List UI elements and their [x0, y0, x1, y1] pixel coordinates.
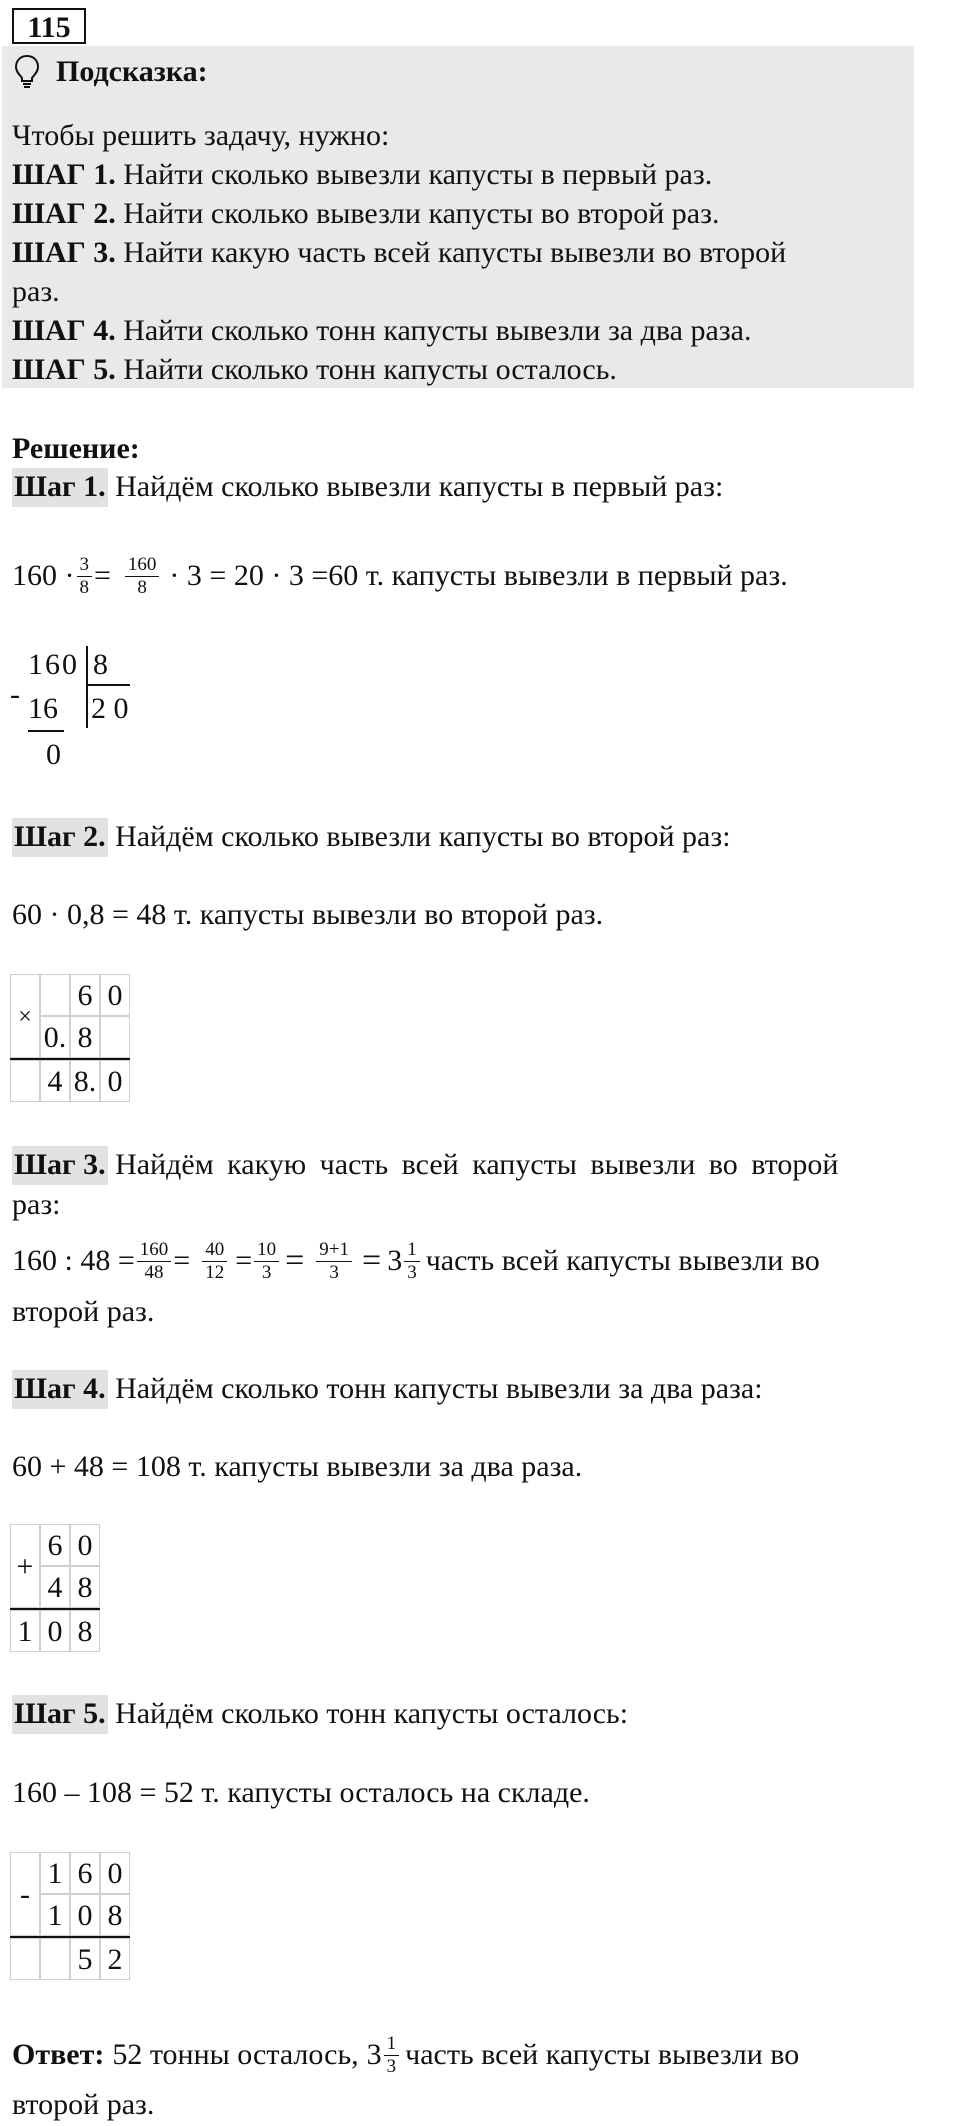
mixed-whole: 3 [387, 1244, 403, 1278]
mixed-whole: 3 [366, 2038, 382, 2072]
grid-cell: 0 [40, 1610, 70, 1652]
fraction-numerator: 3 [77, 555, 93, 577]
fraction-numerator: 40 [202, 1240, 227, 1262]
hint-title: Подсказка: [56, 55, 208, 88]
hint-step-text: Найти какую часть всей капусты вывезли во второй [123, 236, 787, 269]
grid-cell: 0 [70, 1894, 100, 1936]
equation-part: = [94, 559, 111, 593]
hint-step-3 [12, 238, 786, 268]
grid-sign: + [10, 1524, 40, 1608]
equation-part: 160 · [12, 559, 75, 593]
answer-line-cont: второй раз. [12, 2088, 155, 2121]
fraction-numerator: 160 [137, 1240, 172, 1262]
division-bar [86, 646, 88, 728]
step-text: Найдём какую часть всей капусты вывезли во второй [115, 1148, 839, 1181]
grid-cell [100, 1016, 130, 1058]
division-line [28, 730, 64, 732]
fraction [404, 1240, 420, 1283]
problem-number: 115 [12, 8, 86, 44]
grid-cell: 1 [10, 1610, 40, 1652]
grid-cell: 1 [40, 1894, 70, 1936]
step-label: Шаг 4. [12, 1370, 108, 1409]
hint-step-label: ШАГ 5. [12, 353, 116, 386]
fraction-numerator: 9+1 [316, 1240, 352, 1262]
hint-step-label: ШАГ 3. [12, 236, 116, 269]
hint-step-4 [12, 316, 751, 346]
hint-step-label: ШАГ 4. [12, 314, 116, 347]
step5-heading [12, 1699, 628, 1729]
grid-cell: 1 [40, 1852, 70, 1894]
equation-part: = [173, 1244, 191, 1278]
step2-equation: 60 · 0,8 = 48 т. капусты вывезли во второй раз. [12, 898, 604, 931]
hint-step-label: ШАГ 1. [12, 158, 116, 191]
grid-cell: 6 [40, 1524, 70, 1566]
division-dividend: 160 [28, 648, 79, 681]
fraction-denominator: 8 [79, 576, 89, 598]
grid-sign: - [10, 1852, 40, 1936]
hint-step-text: Найти сколько вывезли капусты во второй раз. [123, 197, 720, 230]
fraction [77, 555, 93, 598]
step4-equation: 60 + 48 = 108 т. капусты вывезли за два раза. [12, 1450, 583, 1483]
step-text: Найдём сколько тонн капусты вывезли за два раза: [115, 1372, 763, 1405]
grid-cell: 8 [70, 1016, 100, 1058]
grid-cell: 8 [70, 1610, 100, 1652]
fraction [384, 2034, 400, 2077]
step-text: Найдём сколько тонн капусты осталось: [115, 1697, 629, 1730]
fraction [125, 555, 160, 598]
fraction-numerator: 1 [404, 1240, 420, 1262]
fraction-denominator: 3 [386, 2055, 397, 2077]
fraction [202, 1240, 227, 1283]
step-label: Шаг 5. [12, 1695, 108, 1734]
grid-cell: 0. [40, 1016, 70, 1058]
answer-text: 52 тонны осталось, [112, 2038, 359, 2072]
fraction-denominator: 12 [205, 1261, 225, 1283]
grid-cell: 8 [70, 1566, 100, 1608]
step-label: Шаг 1. [12, 468, 108, 507]
division-divisor-line [86, 684, 130, 686]
fraction-numerator: 160 [125, 555, 160, 577]
fraction-denominator: 48 [144, 1261, 164, 1283]
division-divisor: 8 [93, 648, 108, 681]
step-text: Найдём сколько вывезли капусты во второй раз: [115, 820, 731, 853]
answer-line [12, 2034, 799, 2077]
step-label: Шаг 2. [12, 818, 108, 857]
grid-cell: 6 [70, 974, 100, 1016]
equation-part: = [285, 1242, 305, 1280]
grid-cell [40, 1938, 70, 1980]
step3-heading [12, 1150, 838, 1180]
division-subtrahend: 16 [28, 692, 58, 725]
equation-part: · 3 = 20 · 3 =60 т. капусты вывезли в первый раз. [169, 559, 788, 593]
division-remainder: 0 [46, 738, 61, 771]
answer-text: часть всей капусты вывезли во [405, 2038, 800, 2072]
division-quotient: 2 0 [91, 692, 129, 725]
hint-step-2 [12, 199, 719, 229]
step3-equation-cont: второй раз. [12, 1295, 155, 1328]
hint-step-text: Найти сколько вывезли капусты в первый раз. [123, 158, 713, 191]
hint-step-text: Найти сколько тонн капусты вывезли за два раза. [123, 314, 752, 347]
hint-step-1 [12, 160, 712, 190]
step4-heading [12, 1374, 763, 1404]
grid-sign: × [10, 974, 40, 1058]
mixed-number [387, 1240, 422, 1283]
fraction-denominator: 8 [137, 576, 147, 598]
fraction [254, 1240, 279, 1283]
step1-equation [12, 555, 788, 598]
hint-step-3-cont: раз. [12, 275, 60, 308]
equation-part: = [362, 1242, 382, 1280]
grid-cell [10, 1060, 40, 1102]
step2-heading [12, 822, 731, 852]
hint-intro: Чтобы решить задачу, нужно: [12, 119, 390, 152]
fraction-numerator: 10 [254, 1240, 279, 1262]
grid-cell: 0 [100, 1852, 130, 1894]
equation-part: = [235, 1244, 253, 1278]
hint-step-5 [12, 355, 617, 385]
step3-heading-cont: раз: [12, 1188, 61, 1221]
fraction-denominator: 3 [261, 1261, 272, 1283]
hint-step-label: ШАГ 2. [12, 197, 116, 230]
step1-heading [12, 472, 723, 502]
fraction-denominator: 3 [329, 1261, 339, 1283]
grid-cell: 4 [40, 1060, 70, 1102]
hint-step-text: Найти сколько тонн капусты осталось. [123, 353, 617, 386]
grid-cell: 2 [100, 1938, 130, 1980]
grid-cell: 8. [70, 1060, 100, 1102]
grid-cell: 8 [100, 1894, 130, 1936]
grid-cell: 0 [100, 974, 130, 1016]
step-label: Шаг 3. [12, 1146, 108, 1185]
grid-cell: 4 [40, 1566, 70, 1608]
division-minus: - [10, 678, 20, 711]
step3-equation [12, 1240, 820, 1283]
grid-cell: 0 [70, 1524, 100, 1566]
fraction [137, 1240, 172, 1283]
fraction [316, 1240, 352, 1283]
lightbulb-icon [14, 54, 40, 88]
grid-cell: 5 [70, 1938, 100, 1980]
grid-cell [40, 974, 70, 1016]
grid-cell [10, 1938, 40, 1980]
mixed-number [367, 2034, 402, 2077]
solution-title: Решение: [12, 432, 140, 465]
step-text: Найдём сколько вывезли капусты в первый раз: [115, 470, 724, 503]
fraction-denominator: 3 [407, 1261, 417, 1283]
grid-cell: 6 [70, 1852, 100, 1894]
answer-label: Ответ: [12, 2038, 105, 2072]
fraction-numerator: 1 [384, 2034, 400, 2056]
equation-part: часть всей капусты вывезли во [425, 1244, 820, 1278]
equation-part: 160 : 48 = [12, 1244, 135, 1278]
grid-cell: 0 [100, 1060, 130, 1102]
step5-equation: 160 – 108 = 52 т. капусты осталось на складе. [12, 1776, 590, 1809]
